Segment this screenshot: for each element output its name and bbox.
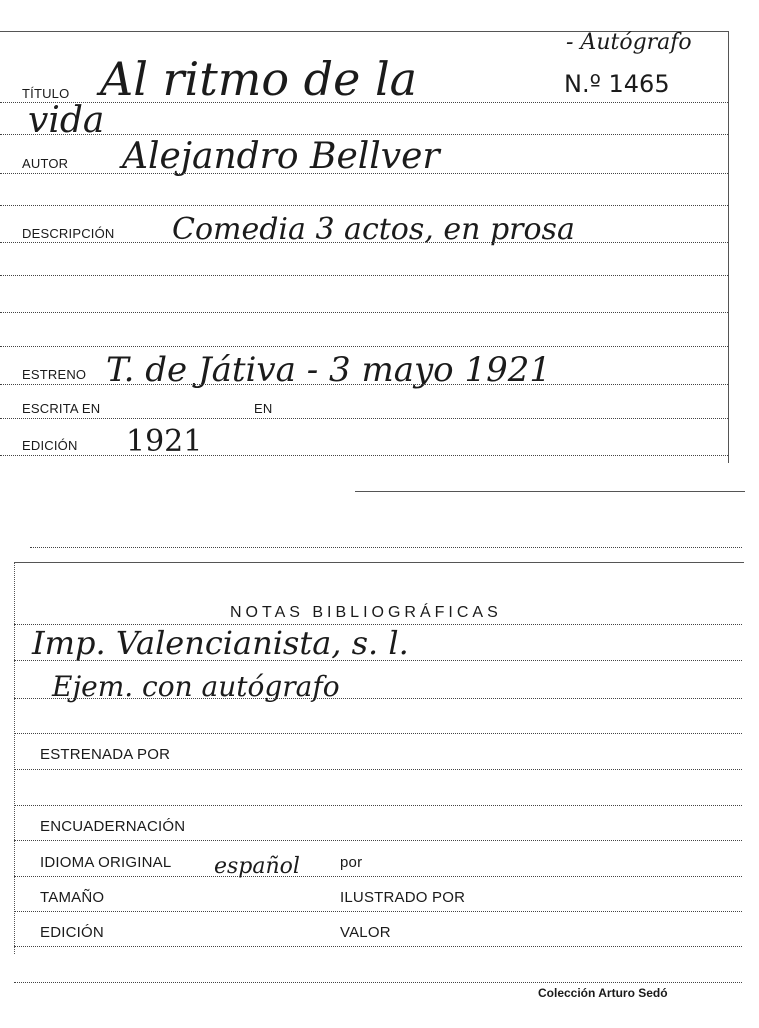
idioma-original-value: español (214, 854, 300, 879)
titulo-line (0, 102, 728, 103)
estreno-line (0, 384, 728, 385)
estreno-label: ESTRENO (22, 367, 87, 382)
note-line-2: Ejem. con autógrafo (52, 670, 340, 703)
autor-label: AUTOR (22, 156, 69, 171)
note-line-2-rule (14, 698, 742, 699)
titulo-value: Al ritmo de la (100, 52, 418, 106)
descripcion-label: DESCRIPCIÓN (22, 226, 115, 241)
bottom-dotted-line (14, 982, 742, 983)
notas-heading: NOTAS BIBLIOGRÁFICAS (230, 604, 502, 621)
lower-top-line (14, 562, 744, 563)
encuadernacion-line (14, 840, 742, 841)
tamano-label: TAMAÑO (40, 889, 105, 906)
edicion-lower-line (14, 946, 742, 947)
escrita-en-line (0, 418, 728, 419)
blank-line-5 (14, 733, 742, 734)
estrenada-por-line (14, 769, 742, 770)
card-number: N.º 1465 (564, 70, 670, 98)
edicion-line (0, 455, 728, 456)
estreno-value: T. de Játiva - 3 mayo 1921 (106, 350, 551, 390)
lower-top-dotted (30, 547, 742, 548)
note-line-1: Imp. Valencianista, s. l. (32, 624, 409, 662)
por-label: por (340, 854, 363, 871)
lower-left-border (14, 562, 15, 954)
escrita-en-label: ESCRITA EN (22, 401, 101, 416)
blank-line-6 (14, 805, 742, 806)
blank-line-4 (0, 346, 728, 347)
autor-value: Alejandro Bellver (122, 136, 440, 177)
note-line-1-rule (14, 660, 742, 661)
valor-label: VALOR (340, 924, 391, 941)
en-label: EN (254, 401, 273, 416)
blank-line-2 (0, 275, 728, 276)
edicion-lower-label: EDICIÓN (40, 924, 104, 941)
corner-note: - Autógrafo (566, 30, 692, 55)
estrenada-por-label: ESTRENADA POR (40, 746, 171, 763)
idioma-line (14, 876, 742, 877)
titulo-value-continued: vida (28, 100, 105, 141)
edicion-label: EDICIÓN (22, 438, 78, 453)
descripcion-value: Comedia 3 actos, en prosa (172, 212, 575, 247)
descripcion-line (0, 242, 728, 243)
tamano-line (14, 911, 742, 912)
idioma-original-label: IDIOMA ORIGINAL (40, 854, 172, 871)
upper-right-border (728, 31, 729, 463)
autor-line (0, 173, 728, 174)
edicion-value: 1921 (126, 424, 203, 459)
collection-footer: Colección Arturo Sedó (538, 986, 668, 1000)
ilustrado-por-label: ILUSTRADO POR (340, 889, 466, 906)
encuadernacion-label: ENCUADERNACIÓN (40, 818, 186, 835)
titulo-label: TÍTULO (22, 86, 70, 101)
blank-line-1 (0, 205, 728, 206)
blank-line-3 (0, 312, 728, 313)
titulo-line-2 (0, 134, 728, 135)
upper-bottom-line (355, 491, 745, 492)
